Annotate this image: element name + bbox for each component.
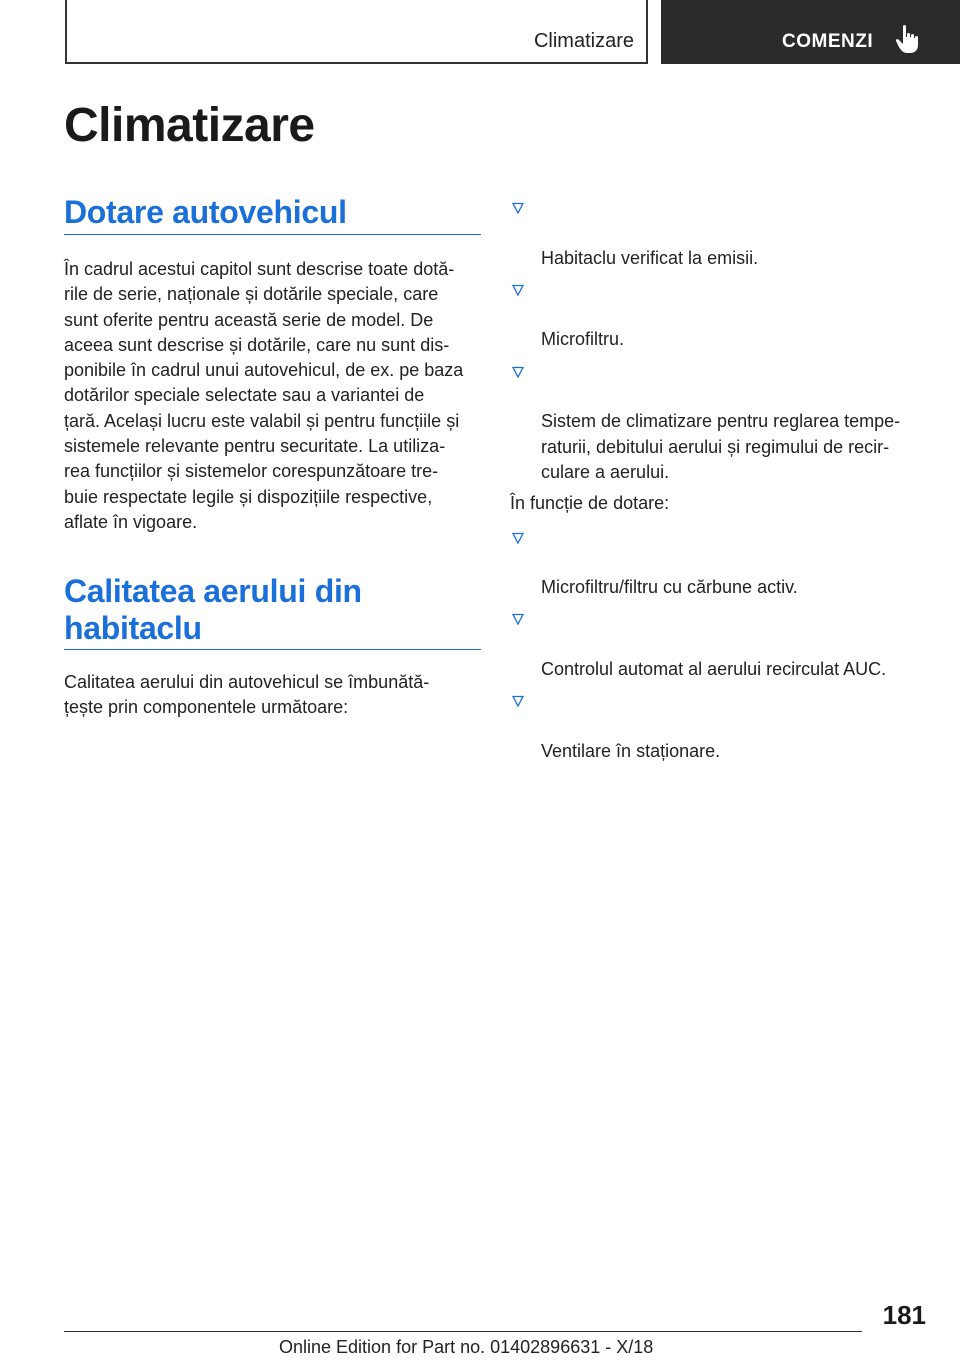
- list-item: [510, 277, 930, 353]
- header-section-label: Climatizare: [533, 30, 634, 52]
- section-heading-dotare: Dotare autovehicul: [64, 194, 347, 230]
- pointing-hand-icon: [894, 24, 922, 54]
- page-number: 181: [882, 1300, 926, 1330]
- header-section-box: [65, 0, 648, 64]
- list-item: [510, 359, 930, 485]
- section-rule-1: [64, 234, 481, 235]
- section-heading-line1: Calitatea aerului din: [64, 573, 362, 609]
- section2-paragraph: Calitatea aerului din autovehicul se îmbunătă- țește prin componentele următoare:: [64, 672, 430, 718]
- triangle-bullet-icon: [512, 202, 524, 214]
- section-heading-calitatea: [64, 573, 362, 647]
- section-rule-2: [64, 649, 481, 650]
- list-item-text: Ventilare în staționare.: [541, 740, 721, 761]
- chapter-title: Climatizare: [64, 99, 315, 152]
- triangle-bullet-icon: [512, 532, 524, 544]
- section1-paragraph: În cadrul acestui capitol sunt descrise toate dotă- rile de serie, naționale și dotările speciale, care sunt oferite pentru această serie de model. De aceea sunt descrise și dotările, care nu sunt dis- ponibile în cadrul unui autovehicul, de ex. pe baza dotărilor speciale selectate sau a variantei de țară. Același lucru este valabil și pentru funcțiile și sistemele relevante pentru securitate. La utiliza- rea funcțiilor și sistemelor corespunzătoare tre- buie respectate legile și dispozițiile respective, aflate în vigoare.: [64, 259, 464, 532]
- triangle-bullet-icon: [512, 366, 524, 378]
- list-item: [510, 195, 930, 271]
- triangle-bullet-icon: [512, 613, 524, 625]
- list-item-text: Controlul automat al aerului recirculat AUC.: [541, 659, 887, 680]
- section-heading-line2: habitaclu: [64, 610, 202, 646]
- header-tab-comenzi[interactable]: [661, 0, 960, 64]
- list-item-text: Microfiltru.: [541, 329, 625, 350]
- footer-rule: [64, 1331, 862, 1332]
- bullet-list-components: [510, 195, 930, 485]
- header-tab-label: COMENZI: [782, 31, 874, 52]
- bullet-list-optional: [510, 525, 930, 765]
- list-item-text: Sistem de climatizare pentru reglarea tempe- raturii, debitului aerului și regimului de recir- culare a aerului.: [541, 411, 901, 482]
- list-item-text: Habitaclu verificat la emisii.: [541, 247, 759, 268]
- triangle-bullet-icon: [512, 695, 524, 707]
- list-item: [510, 688, 930, 764]
- list-item-text: Microfiltru/filtru cu cărbune activ.: [541, 577, 798, 598]
- right-column: [510, 195, 930, 770]
- list-item: [510, 525, 930, 601]
- footer-edition-text: Online Edition for Part no. 01402896631 - X/18: [279, 1337, 654, 1357]
- dotare-intro-text: În funcție de dotare:: [510, 493, 670, 514]
- triangle-bullet-icon: [512, 284, 524, 296]
- list-item: [510, 606, 930, 682]
